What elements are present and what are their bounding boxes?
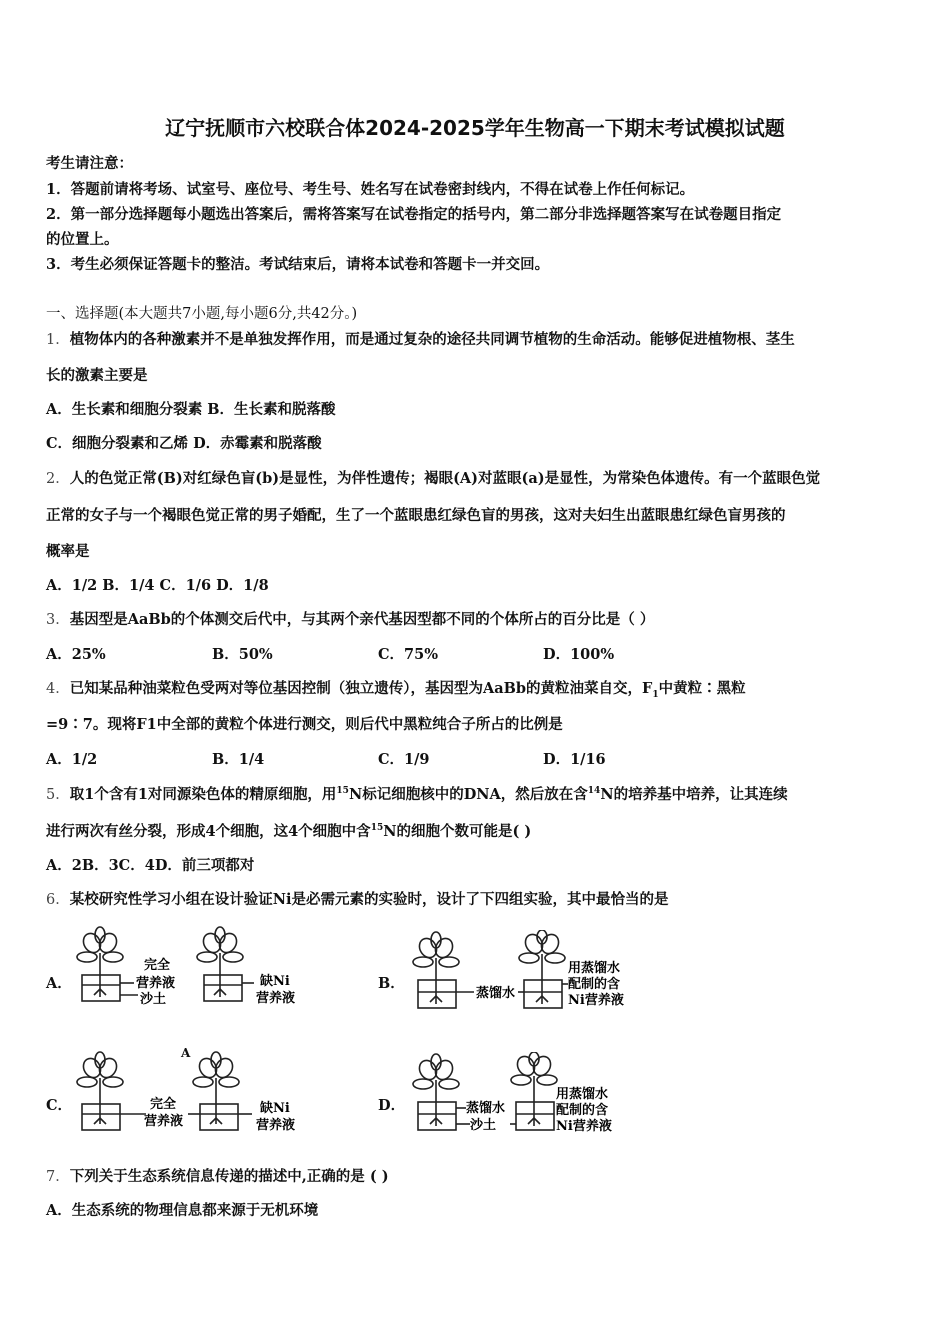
label-reagent-1: 用蒸馏水 [568, 961, 621, 976]
question-3-option-c: C．75% [378, 646, 438, 663]
question-6-option-b: B． [378, 975, 405, 992]
question-text: 人的色觉正常(B)对红绿色盲(b)是显性，为伴性遗传；褐眼(A)对蓝眼(a)是显性，为常染色体遗传。有一个蓝眼色觉 [69, 470, 821, 487]
question-number: 4． [46, 681, 70, 697]
question-5 [46, 783, 788, 804]
question-6 [46, 888, 669, 909]
question-2 [46, 467, 820, 488]
label-reagent-2: 配制的含 [556, 1103, 609, 1118]
experiment-diagram-c [70, 1050, 330, 1140]
subscript: 1 [652, 689, 659, 700]
question-number: 6． [46, 892, 70, 908]
question-2-options: A．1/2 B．1/4 C．1/6 D．1/8 [46, 577, 269, 594]
question-5-options: A．2B．3C．4D．前三项都对 [46, 857, 255, 874]
label-distilled-water: 蒸馏水 [476, 986, 516, 1001]
question-4-option-d: D．1/16 [543, 751, 606, 768]
container-icon [204, 975, 242, 1001]
question-text: N标记细胞核中的DNA，然后放在含 [348, 786, 588, 803]
plant-icon [413, 1054, 459, 1126]
label-reagent-3: Ni营养液 [556, 1119, 612, 1134]
question-text: 下列关于生态系统信息传递的描述中,正确的是 ( ) [69, 1168, 389, 1185]
container-icon [524, 980, 562, 1008]
label-nutrient: 营养液 [144, 1114, 184, 1129]
label-lack-ni-nutrient: 营养液 [256, 1118, 296, 1133]
question-text: 基因型是AaBb的个体测交后代中，与其两个亲代基因型都不同的个体所占的百分比是（ ） [69, 611, 655, 628]
superscript: 14 [587, 786, 601, 797]
label-distilled-water: 蒸馏水 [466, 1101, 506, 1116]
question-1-cont: 长的激素主要是 [46, 367, 148, 384]
plant-icon [519, 930, 565, 1004]
question-1-options-cd: C．细胞分裂素和乙烯 D．赤霉素和脱落酸 [46, 435, 322, 452]
question-4-cont: =9∶7。现将F1中全部的黄粒个体进行测交，则后代中黑粒纯合子所占的比例是 [46, 716, 563, 733]
superscript: 15 [370, 823, 384, 834]
label-reagent-3: Ni营养液 [568, 993, 624, 1008]
notice-heading: 考生请注意： [46, 155, 133, 172]
plant-icon [77, 1052, 123, 1124]
container-icon [418, 980, 456, 1008]
experiment-diagram-b [410, 930, 650, 1020]
container-icon [200, 1104, 238, 1130]
superscript: 15 [336, 786, 349, 797]
container-icon [418, 1102, 456, 1130]
question-text: 已知某品种油菜粒色受两对等位基因控制（独立遗传），基因型为AaBb的黄粒油菜自交，F [69, 680, 653, 697]
question-text: N的培养基中培养，让其连续 [600, 786, 788, 803]
question-4-option-c: C．1/9 [378, 751, 430, 768]
notice-item-2: 2．第一部分选择题每小题选出答案后，需将答案写在试卷指定的括号内，第二部分非选择题答案写在试卷题目指定 [46, 206, 782, 223]
question-3 [46, 608, 654, 629]
question-number: 1． [46, 332, 70, 348]
question-3-option-d: D．100% [543, 646, 615, 663]
plant-icon [413, 932, 459, 1004]
question-text: N的细胞个数可能是( ) [383, 823, 532, 840]
question-1-options-ab: A．生长素和细胞分裂素 B．生长素和脱落酸 [46, 401, 336, 418]
question-text: 某校研究性学习小组在设计验证Ni是必需元素的实验时，设计了下四组实验，其中最恰当的是 [69, 891, 669, 908]
question-4-option-b: B．1/4 [212, 751, 265, 768]
question-4-option-a: A．1/2 [46, 751, 98, 768]
question-text: 植物体内的各种激素并不是单独发挥作用，而是通过复杂的途径共同调节植物的生命活动。能够促进植物根、茎生 [69, 331, 795, 348]
plant-icon [77, 927, 123, 997]
question-2-cont: 正常的女子与一个褐眼色觉正常的男子婚配，生了一个蓝眼患红绿色盲的男孩，这对夫妇生出蓝眼患红绿色盲男孩的 [46, 507, 786, 524]
question-number: 2． [46, 471, 70, 487]
question-6-option-a: A． [46, 975, 72, 992]
question-text: 进行两次有丝分裂，形成4个细胞，这4个细胞中含 [46, 823, 371, 840]
question-7-option-a: A．生态系统的物理信息都来源于无机环境 [46, 1202, 319, 1219]
question-4 [46, 677, 746, 700]
experiment-diagram-a [70, 925, 330, 1020]
label-reagent-2: 配制的含 [568, 977, 621, 992]
label-lack-ni: 缺Ni [260, 1101, 290, 1116]
question-5-cont [46, 820, 531, 841]
question-number: 3． [46, 612, 70, 628]
label-nutrient: 营养液 [136, 976, 176, 991]
container-icon [516, 1102, 554, 1130]
experiment-diagram-d [410, 1052, 650, 1142]
exam-title: 辽宁抚顺市六校联合体2024-2025学年生物高一下期末考试模拟试题 [165, 116, 785, 140]
label-lack-ni: 缺Ni [260, 974, 290, 989]
label-reagent-1: 用蒸馏水 [556, 1087, 609, 1102]
question-3-option-b: B．50% [212, 646, 273, 663]
question-text: 取1个含有1对同源染色体的精原细胞，用 [69, 786, 337, 803]
stray-mark: A [181, 1046, 191, 1060]
question-text-tail: 中黄粒∶黑粒 [658, 680, 746, 697]
question-7 [46, 1165, 389, 1186]
question-1 [46, 328, 795, 349]
notice-item-1: 1．答题前请将考场、试室号、座位号、考生号、姓名写在试卷密封线内，不得在试卷上作任何标记。 [46, 181, 695, 198]
notice-item-3: 3．考生必须保证答题卡的整洁。考试结束后，请将本试卷和答题卡一并交回。 [46, 256, 550, 273]
question-6-option-c: C． [46, 1097, 73, 1114]
question-number: 7． [46, 1169, 70, 1185]
container-icon [82, 975, 120, 1001]
question-6-option-d: D． [378, 1097, 406, 1114]
plant-icon [511, 1052, 557, 1126]
question-2-cont2: 概率是 [46, 543, 90, 560]
label-sand: 沙土 [140, 992, 167, 1007]
section-heading: 一、选择题(本大题共7小题,每小题6分,共42分。) [46, 306, 358, 322]
question-3-option-a: A．25% [46, 646, 106, 663]
label-lack-ni-nutrient: 营养液 [256, 991, 296, 1006]
question-number: 5． [46, 787, 70, 803]
label-complete: 完全 [150, 1097, 177, 1112]
notice-item-2-cont: 的位置上。 [46, 231, 119, 248]
label-complete: 完全 [144, 958, 171, 973]
label-sand: 沙土 [470, 1118, 497, 1133]
container-icon [82, 1104, 120, 1130]
